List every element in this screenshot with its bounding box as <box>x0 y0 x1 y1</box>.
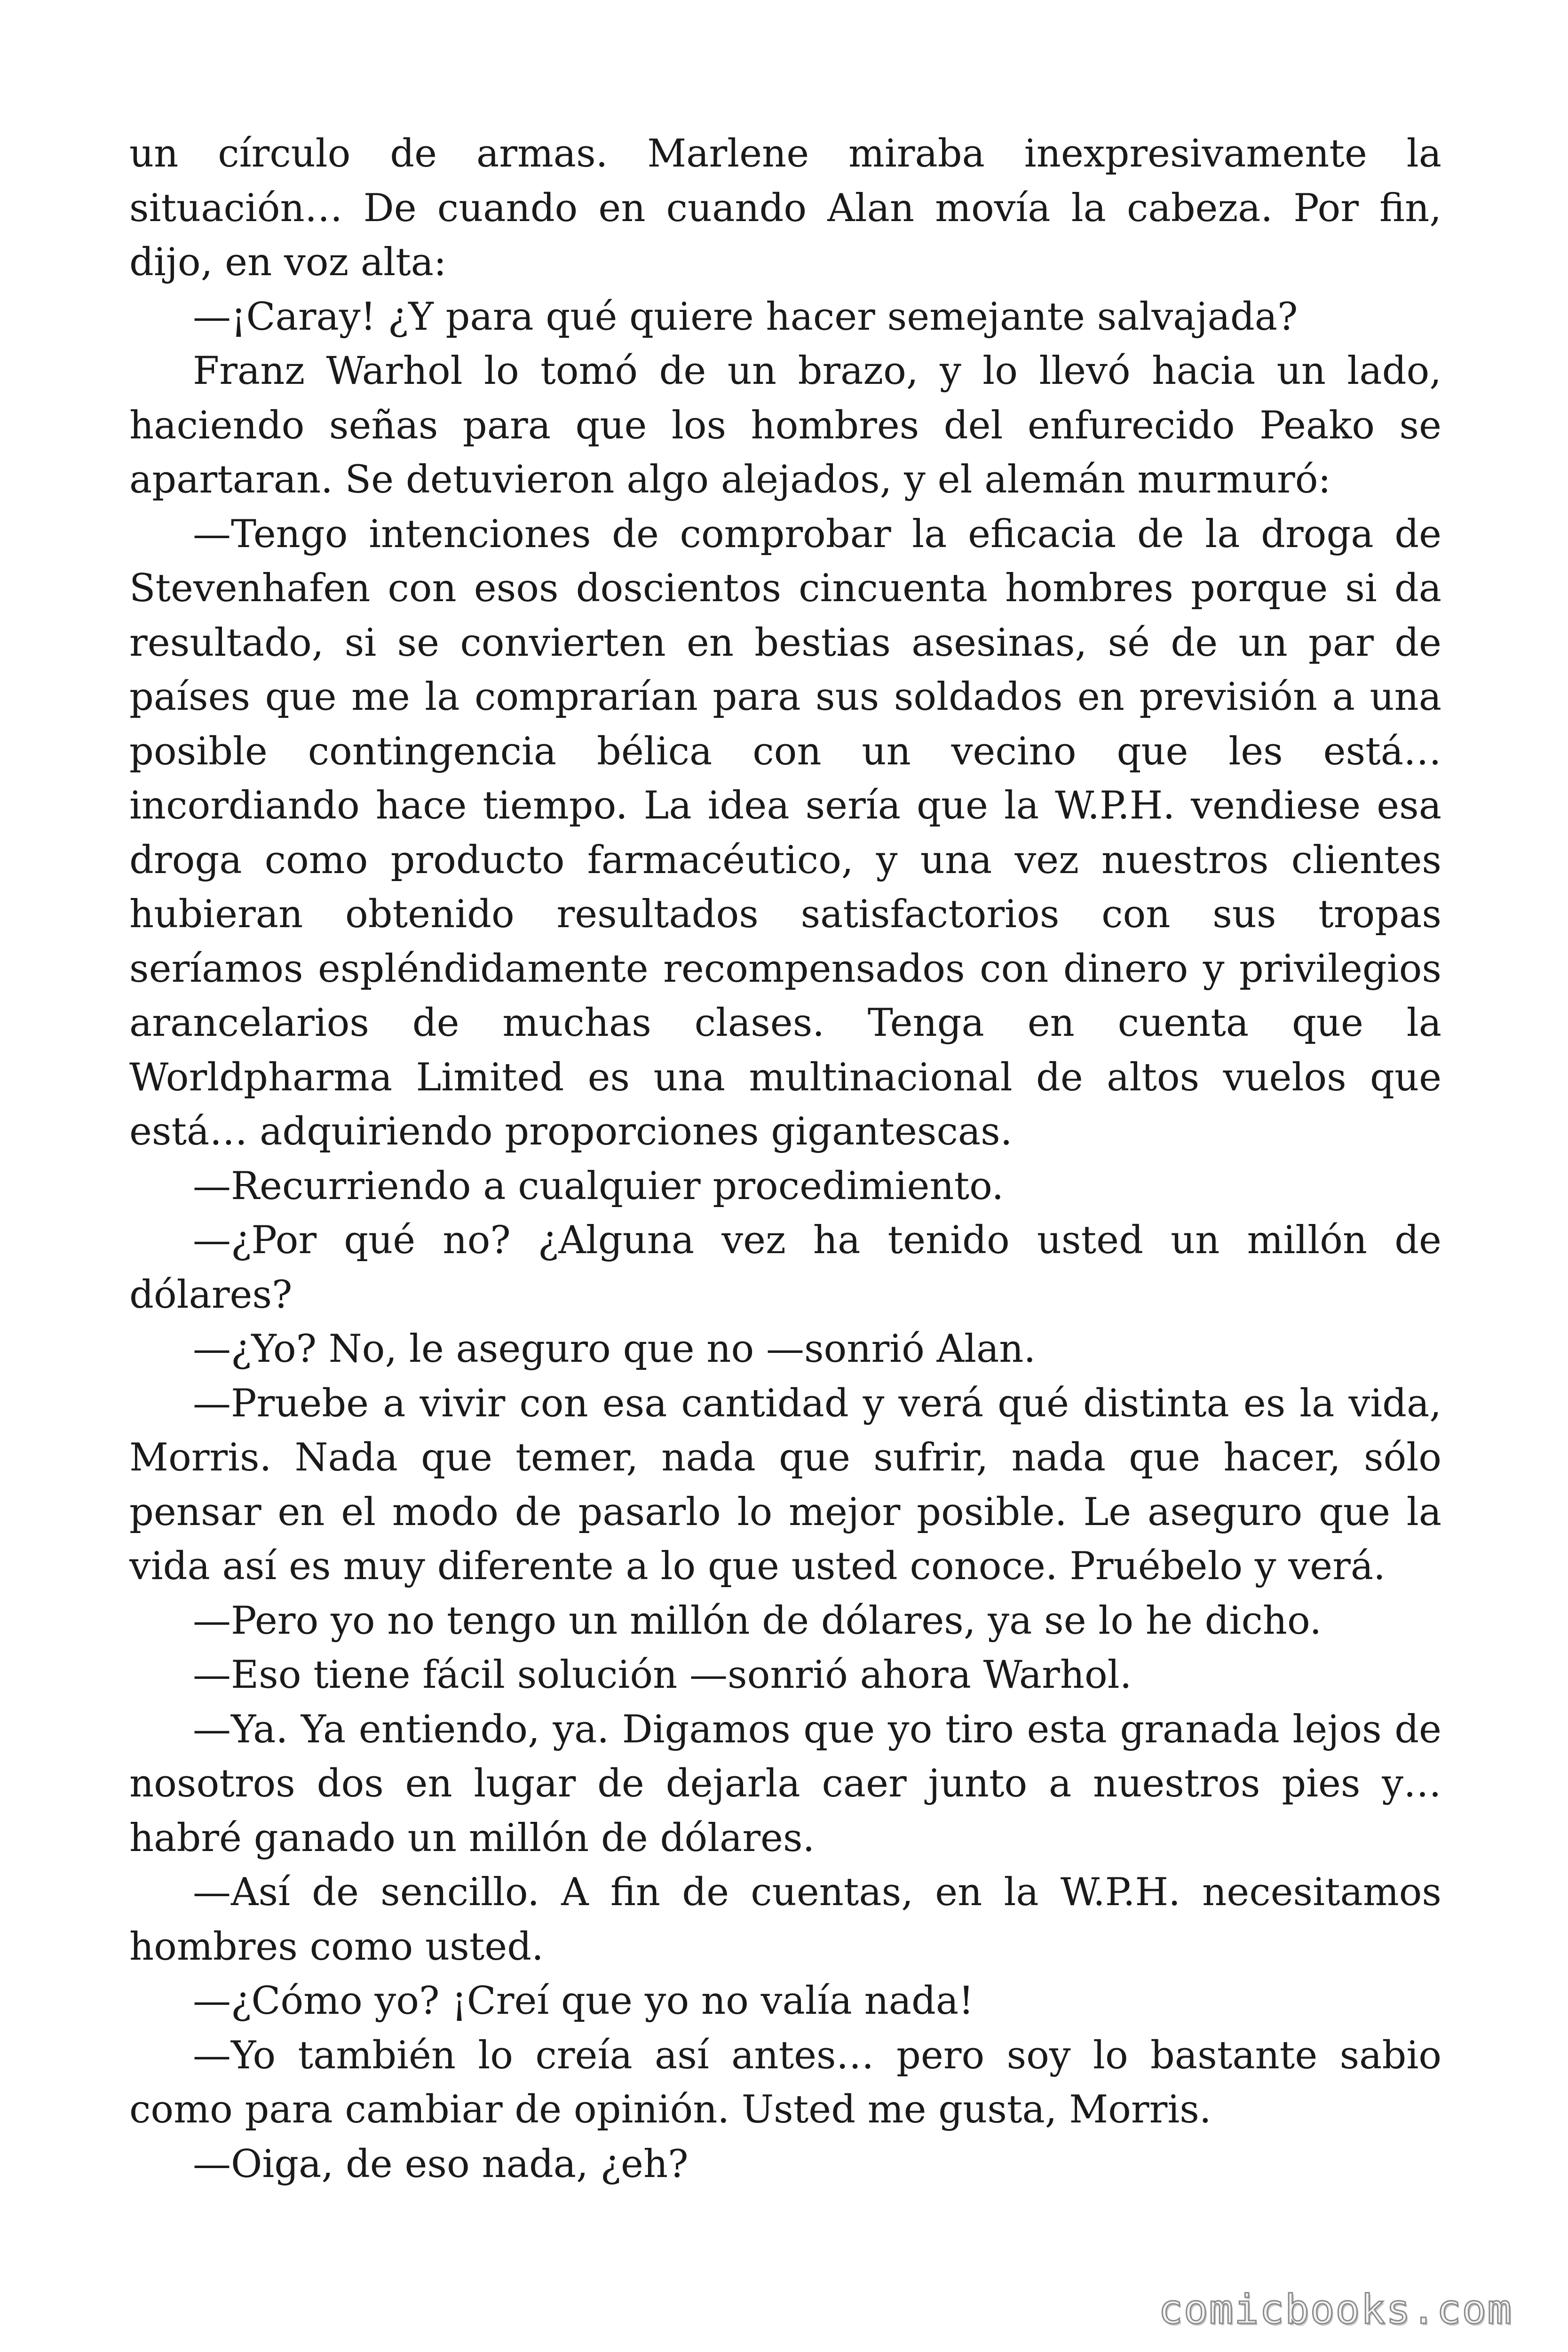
paragraph: —Ya. Ya entiendo, ya. Digamos que yo tiro esta granada lejos de nosotros dos en lugar de dejarla caer junto a nuestros pies y… habré ganado un millón de dólares. <box>129 1707 1441 1860</box>
paragraph: —Recurriendo a cualquier procedimiento. <box>193 1164 1004 1208</box>
paragraph: —Tengo intenciones de comprobar la eficacia de la droga de Stevenhafen con esos doscientos cincuenta hombres porque si da resultado, si se convierten en bestias asesinas, sé de un par de países que me la comprarían para sus soldados en previsión a una posible contingencia bélica con un vecino que les está… incordiando hace tiempo. La idea sería que la W.P.H. vendiese esa droga como producto farmacéutico, y una vez nuestros clientes hubieran obtenido resultados satisfactorios con sus tropas seríamos espléndidamente recompensados con dinero y privilegios arancelarios de muchas clases. Tenga en cuenta que la Worldpharma Limited es una multinacional de altos vuelos que está… adquiriendo proporciones gigantescas. <box>129 512 1441 1154</box>
paragraph: un círculo de armas. Marlene miraba inexpresivamente la situación… De cuando en cuando Alan movía la cabeza. Por fin, dijo, en voz alta: <box>129 132 1441 285</box>
watermark-logo: comicbooks.com <box>1158 2286 1513 2333</box>
page-body-text <box>129 127 1441 2192</box>
paragraph: —Oiga, de eso nada, ¿eh? <box>193 2142 689 2186</box>
paragraph: —Pero yo no tengo un millón de dólares, ya se lo he dicho. <box>193 1598 1322 1643</box>
paragraph: —Pruebe a vivir con esa cantidad y verá qué distinta es la vida, Morris. Nada que temer, nada que sufrir, nada que hacer, sólo pensar en el modo de pasarlo lo mejor posible. Le aseguro que la vida así es muy diferente a lo que usted conoce. Pruébelo y verá. <box>129 1381 1441 1589</box>
paragraph: —¿Por qué no? ¿Alguna vez ha tenido usted un millón de dólares? <box>129 1218 1441 1317</box>
paragraph: —Así de sencillo. A fin de cuentas, en la W.P.H. necesitamos hombres como usted. <box>129 1870 1441 1969</box>
paragraph: —¿Cómo yo? ¡Creí que yo no valía nada! <box>193 1979 974 2023</box>
paragraph: —¡Caray! ¿Y para qué quiere hacer semejante salvajada? <box>193 294 1298 339</box>
paragraph: —¿Yo? No, le aseguro que no —sonrió Alan. <box>193 1327 1036 1371</box>
paragraph: Franz Warhol lo tomó de un brazo, y lo llevó hacia un lado, haciendo señas para que los hombres del enfurecido Peako se apartaran. Se detuvieron algo alejados, y el alemán murmuró: <box>129 349 1441 502</box>
paragraph: —Yo también lo creía así antes… pero soy lo bastante sabio como para cambiar de opinión. Usted me gusta, Morris. <box>129 2033 1441 2132</box>
paragraph: —Eso tiene fácil solución —sonrió ahora Warhol. <box>193 1653 1132 1697</box>
